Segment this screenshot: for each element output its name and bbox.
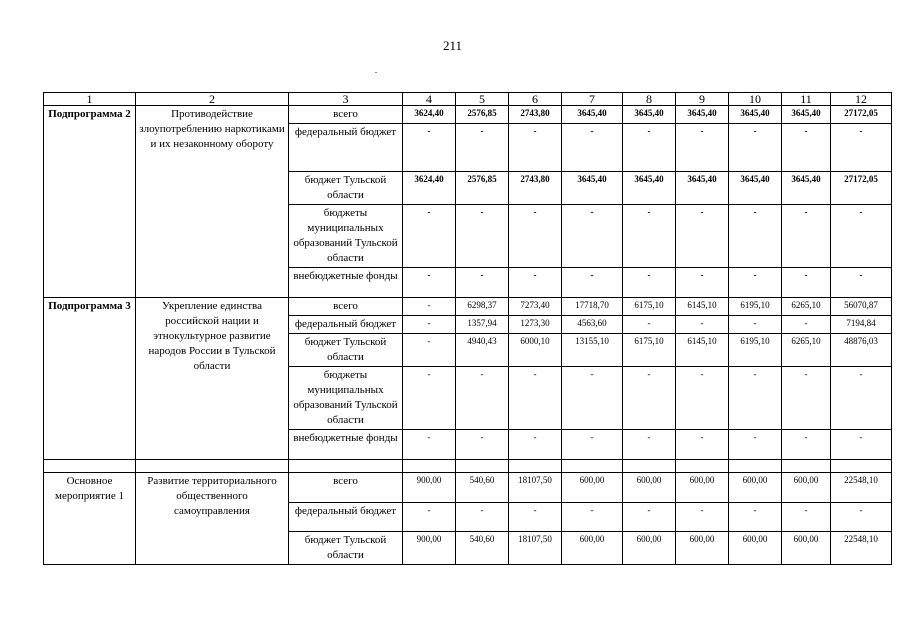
value-cell: 6265,10 [782, 334, 831, 367]
value-cell: 6175,10 [623, 334, 676, 367]
spacer-cell [782, 460, 831, 473]
funding-source-cell: федеральный бюджет [289, 124, 403, 172]
value-cell: 600,00 [676, 532, 729, 565]
value-cell: 3624,40 [403, 106, 456, 124]
column-header: 11 [782, 93, 831, 106]
value-cell: 2576,85 [456, 172, 509, 205]
column-header: 7 [562, 93, 623, 106]
value-cell: - [509, 430, 562, 460]
value-cell: - [509, 367, 562, 430]
value-cell: - [729, 367, 782, 430]
spacer-cell [623, 460, 676, 473]
value-cell: 27172,05 [831, 172, 892, 205]
value-cell: - [623, 268, 676, 298]
value-cell: 3645,40 [729, 106, 782, 124]
value-cell: 600,00 [729, 473, 782, 503]
value-cell: 600,00 [562, 473, 623, 503]
spacer-cell [509, 460, 562, 473]
value-cell: - [623, 124, 676, 172]
table-body [44, 106, 892, 565]
value-cell: - [456, 205, 509, 268]
value-cell: - [403, 205, 456, 268]
value-cell: 2743,80 [509, 172, 562, 205]
value-cell: 6195,10 [729, 298, 782, 316]
page-number: 211 [442, 38, 463, 53]
funding-source-cell: бюджеты муниципальных образований Тульской области [289, 367, 403, 430]
value-cell: - [456, 430, 509, 460]
value-cell: 18107,50 [509, 473, 562, 503]
funding-table [43, 92, 892, 565]
value-cell: 7273,40 [509, 298, 562, 316]
value-cell: 600,00 [676, 473, 729, 503]
table-row [44, 106, 892, 124]
value-cell: 3645,40 [782, 106, 831, 124]
value-cell: - [403, 503, 456, 532]
program-title-cell: Укрепление единства российской нации и этнокультурное развитие народов России в Тульской области [136, 298, 289, 460]
column-header: 2 [136, 93, 289, 106]
value-cell: - [623, 430, 676, 460]
value-cell: - [403, 298, 456, 316]
value-cell: - [509, 205, 562, 268]
spacer-cell [44, 460, 136, 473]
value-cell: 17718,70 [562, 298, 623, 316]
value-cell: 600,00 [623, 473, 676, 503]
spacer-cell [456, 460, 509, 473]
value-cell: - [782, 316, 831, 334]
column-header: 10 [729, 93, 782, 106]
value-cell: - [729, 503, 782, 532]
value-cell: - [623, 205, 676, 268]
value-cell: - [562, 124, 623, 172]
column-number-row [44, 93, 892, 106]
value-cell: - [729, 268, 782, 298]
value-cell: 6265,10 [782, 298, 831, 316]
funding-source-cell: внебюджетные фонды [289, 268, 403, 298]
value-cell: - [729, 430, 782, 460]
value-cell: - [562, 503, 623, 532]
column-header: 9 [676, 93, 729, 106]
value-cell: - [831, 124, 892, 172]
funding-source-cell: бюджеты муниципальных образований Тульской области [289, 205, 403, 268]
value-cell: - [676, 316, 729, 334]
value-cell: - [562, 367, 623, 430]
value-cell: - [729, 316, 782, 334]
value-cell: 1273,30 [509, 316, 562, 334]
value-cell: - [456, 268, 509, 298]
spacer-row [44, 460, 892, 473]
value-cell: 600,00 [623, 532, 676, 565]
value-cell: - [831, 430, 892, 460]
value-cell: 27172,05 [831, 106, 892, 124]
value-cell: 600,00 [729, 532, 782, 565]
value-cell: 540,60 [456, 532, 509, 565]
value-cell: 22548,10 [831, 473, 892, 503]
column-header: 3 [289, 93, 403, 106]
funding-source-cell: всего [289, 106, 403, 124]
spacer-cell [289, 460, 403, 473]
value-cell: 48876,03 [831, 334, 892, 367]
column-header: 4 [403, 93, 456, 106]
value-cell: - [623, 316, 676, 334]
value-cell: - [831, 205, 892, 268]
funding-source-cell: бюджет Тульской области [289, 532, 403, 565]
column-header: 8 [623, 93, 676, 106]
funding-source-cell: бюджет Тульской области [289, 172, 403, 205]
spacer-cell [403, 460, 456, 473]
program-name-cell: Подпрограмма 2 [44, 106, 136, 298]
value-cell: - [562, 430, 623, 460]
value-cell: 600,00 [782, 532, 831, 565]
table-row [44, 298, 892, 316]
value-cell: 6175,10 [623, 298, 676, 316]
column-header: 6 [509, 93, 562, 106]
funding-source-cell: всего [289, 298, 403, 316]
value-cell: - [676, 367, 729, 430]
value-cell: 6000,10 [509, 334, 562, 367]
value-cell: 3624,40 [403, 172, 456, 205]
funding-source-cell: всего [289, 473, 403, 503]
value-cell: - [623, 503, 676, 532]
value-cell: - [831, 268, 892, 298]
funding-source-cell: внебюджетные фонды [289, 430, 403, 460]
value-cell: - [456, 503, 509, 532]
program-title-cell: Противодействие злоупотреблению наркотиками и их незаконному обороту [136, 106, 289, 298]
value-cell: 1357,94 [456, 316, 509, 334]
value-cell: - [403, 268, 456, 298]
value-cell: 7194,84 [831, 316, 892, 334]
spacer-cell [729, 460, 782, 473]
value-cell: - [403, 334, 456, 367]
value-cell: 3645,40 [623, 106, 676, 124]
value-cell: 600,00 [782, 473, 831, 503]
value-cell: - [782, 430, 831, 460]
program-name-cell: Подпрограмма 3 [44, 298, 136, 460]
value-cell: - [509, 503, 562, 532]
value-cell: 56070,87 [831, 298, 892, 316]
value-cell: 3645,40 [782, 172, 831, 205]
value-cell: 4940,43 [456, 334, 509, 367]
value-cell: 2576,85 [456, 106, 509, 124]
value-cell: 600,00 [562, 532, 623, 565]
value-cell: 4563,60 [562, 316, 623, 334]
value-cell: - [676, 503, 729, 532]
program-title-cell: Развитие территориального общественного самоуправления [136, 473, 289, 565]
value-cell: 6145,10 [676, 298, 729, 316]
value-cell: - [782, 367, 831, 430]
value-cell: 900,00 [403, 473, 456, 503]
value-cell: - [403, 124, 456, 172]
value-cell: - [623, 367, 676, 430]
value-cell: - [403, 430, 456, 460]
value-cell: - [403, 367, 456, 430]
value-cell: 3645,40 [676, 106, 729, 124]
value-cell: 900,00 [403, 532, 456, 565]
value-cell: 540,60 [456, 473, 509, 503]
value-cell: 6298,37 [456, 298, 509, 316]
funding-source-cell: федеральный бюджет [289, 316, 403, 334]
column-header: 12 [831, 93, 892, 106]
table-row [44, 473, 892, 503]
value-cell: - [456, 124, 509, 172]
spacer-cell [562, 460, 623, 473]
value-cell: - [562, 205, 623, 268]
value-cell: 3645,40 [562, 106, 623, 124]
funding-source-cell: федеральный бюджет [289, 503, 403, 532]
value-cell: - [729, 205, 782, 268]
value-cell: 13155,10 [562, 334, 623, 367]
funding-source-cell: бюджет Тульской области [289, 334, 403, 367]
value-cell: 2743,80 [509, 106, 562, 124]
value-cell: - [676, 124, 729, 172]
value-cell: 3645,40 [676, 172, 729, 205]
spacer-cell [831, 460, 892, 473]
value-cell: - [782, 268, 831, 298]
column-header: 5 [456, 93, 509, 106]
value-cell: 3645,40 [562, 172, 623, 205]
value-cell: - [562, 268, 623, 298]
value-cell: - [509, 268, 562, 298]
program-name-cell: Основное мероприятие 1 [44, 473, 136, 565]
scan-dot [375, 72, 377, 73]
value-cell: - [509, 124, 562, 172]
value-cell: - [676, 430, 729, 460]
column-header: 1 [44, 93, 136, 106]
value-cell: - [676, 205, 729, 268]
value-cell: 3645,40 [623, 172, 676, 205]
value-cell: - [831, 503, 892, 532]
value-cell: 18107,50 [509, 532, 562, 565]
value-cell: - [782, 503, 831, 532]
value-cell: - [782, 124, 831, 172]
value-cell: 22548,10 [831, 532, 892, 565]
value-cell: 6145,10 [676, 334, 729, 367]
value-cell: 3645,40 [729, 172, 782, 205]
value-cell: - [782, 205, 831, 268]
value-cell: - [676, 268, 729, 298]
value-cell: - [729, 124, 782, 172]
value-cell: - [456, 367, 509, 430]
value-cell: - [831, 367, 892, 430]
value-cell: - [403, 316, 456, 334]
spacer-cell [136, 460, 289, 473]
spacer-cell [676, 460, 729, 473]
value-cell: 6195,10 [729, 334, 782, 367]
